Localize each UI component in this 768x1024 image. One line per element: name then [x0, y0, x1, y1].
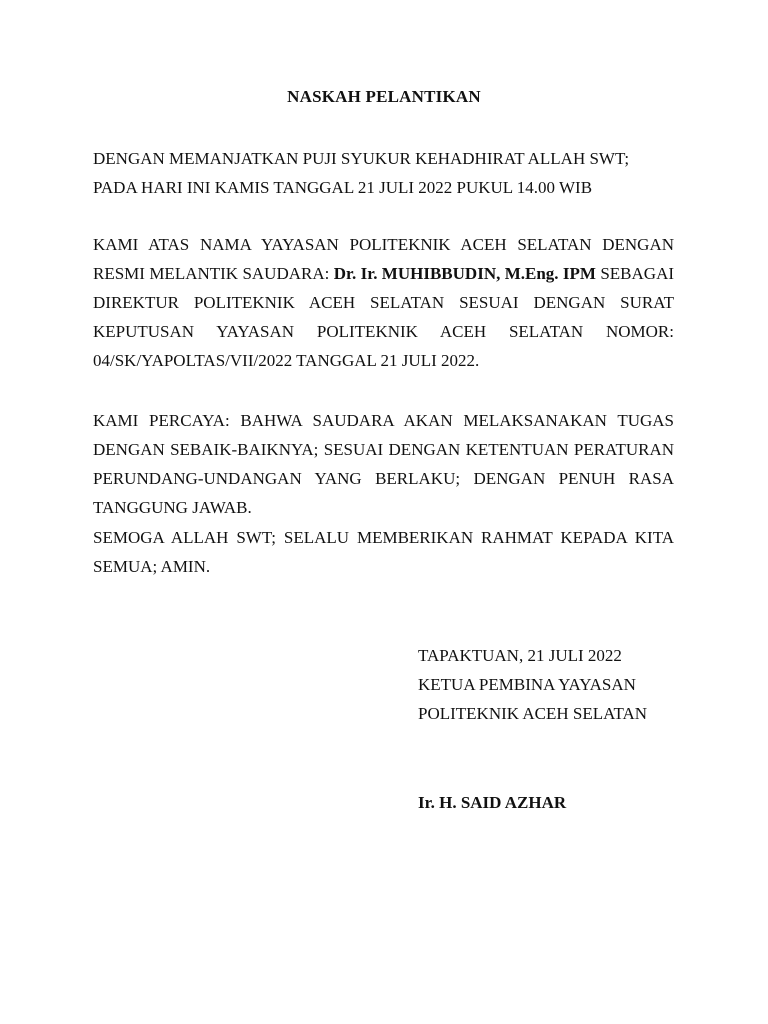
signature-block	[418, 641, 748, 728]
signatory-position-line-1: KETUA PEMBINA YAYASAN	[418, 675, 636, 694]
opening-paragraph	[93, 144, 674, 202]
trust-paragraph: KAMI PERCAYA: BAHWA SAUDARA AKAN MELAKSANAKAN TUGAS DENGAN SEBAIK-BAIKNYA; SESUAI DENGAN KETENTUAN PERATURAN PERUNDANG-UNDANGAN YANG BERLAKU; DENGAN PENUH RASA TANGGUNG JAWAB.	[93, 411, 674, 517]
appointment-text-before: KAMI ATAS NAMA YAYASAN POLITEKNIK ACEH SELATAN DENGAN RESMI MELANTIK SAUDARA:	[93, 235, 674, 283]
place-date: TAPAKTUAN, 21 JULI 2022	[418, 646, 622, 665]
appointment-paragraph	[93, 230, 674, 375]
opening-line-1: DENGAN MEMANJATKAN PUJI SYUKUR KEHADHIRAT ALLAH SWT;	[93, 149, 630, 168]
opening-line-2: PADA HARI INI KAMIS TANGGAL 21 JULI 2022 PUKUL 14.00 WIB	[93, 178, 593, 197]
document-title: NASKAH PELANTIKAN	[287, 87, 481, 106]
prayer-paragraph: SEMOGA ALLAH SWT; SELALU MEMBERIKAN RAHMAT KEPADA KITA SEMUA; AMIN.	[93, 528, 674, 576]
signatory-name: Ir. H. SAID AZHAR	[418, 793, 567, 812]
signatory-position-line-2: POLITEKNIK ACEH SELATAN	[418, 704, 648, 723]
appointment-text-after: SEBAGAI DIREKTUR POLITEKNIK ACEH SELATAN SESUAI DENGAN SURAT KEPUTUSAN YAYASAN POLITEKNIK ACEH SELATAN NOMOR: 04/SK/YAPOLTAS/VII/2022 TANGGAL 21 JULI 2022.	[93, 264, 675, 370]
appointee-name: Dr. Ir. MUHIBBUDIN, M.Eng. IPM	[333, 264, 596, 283]
